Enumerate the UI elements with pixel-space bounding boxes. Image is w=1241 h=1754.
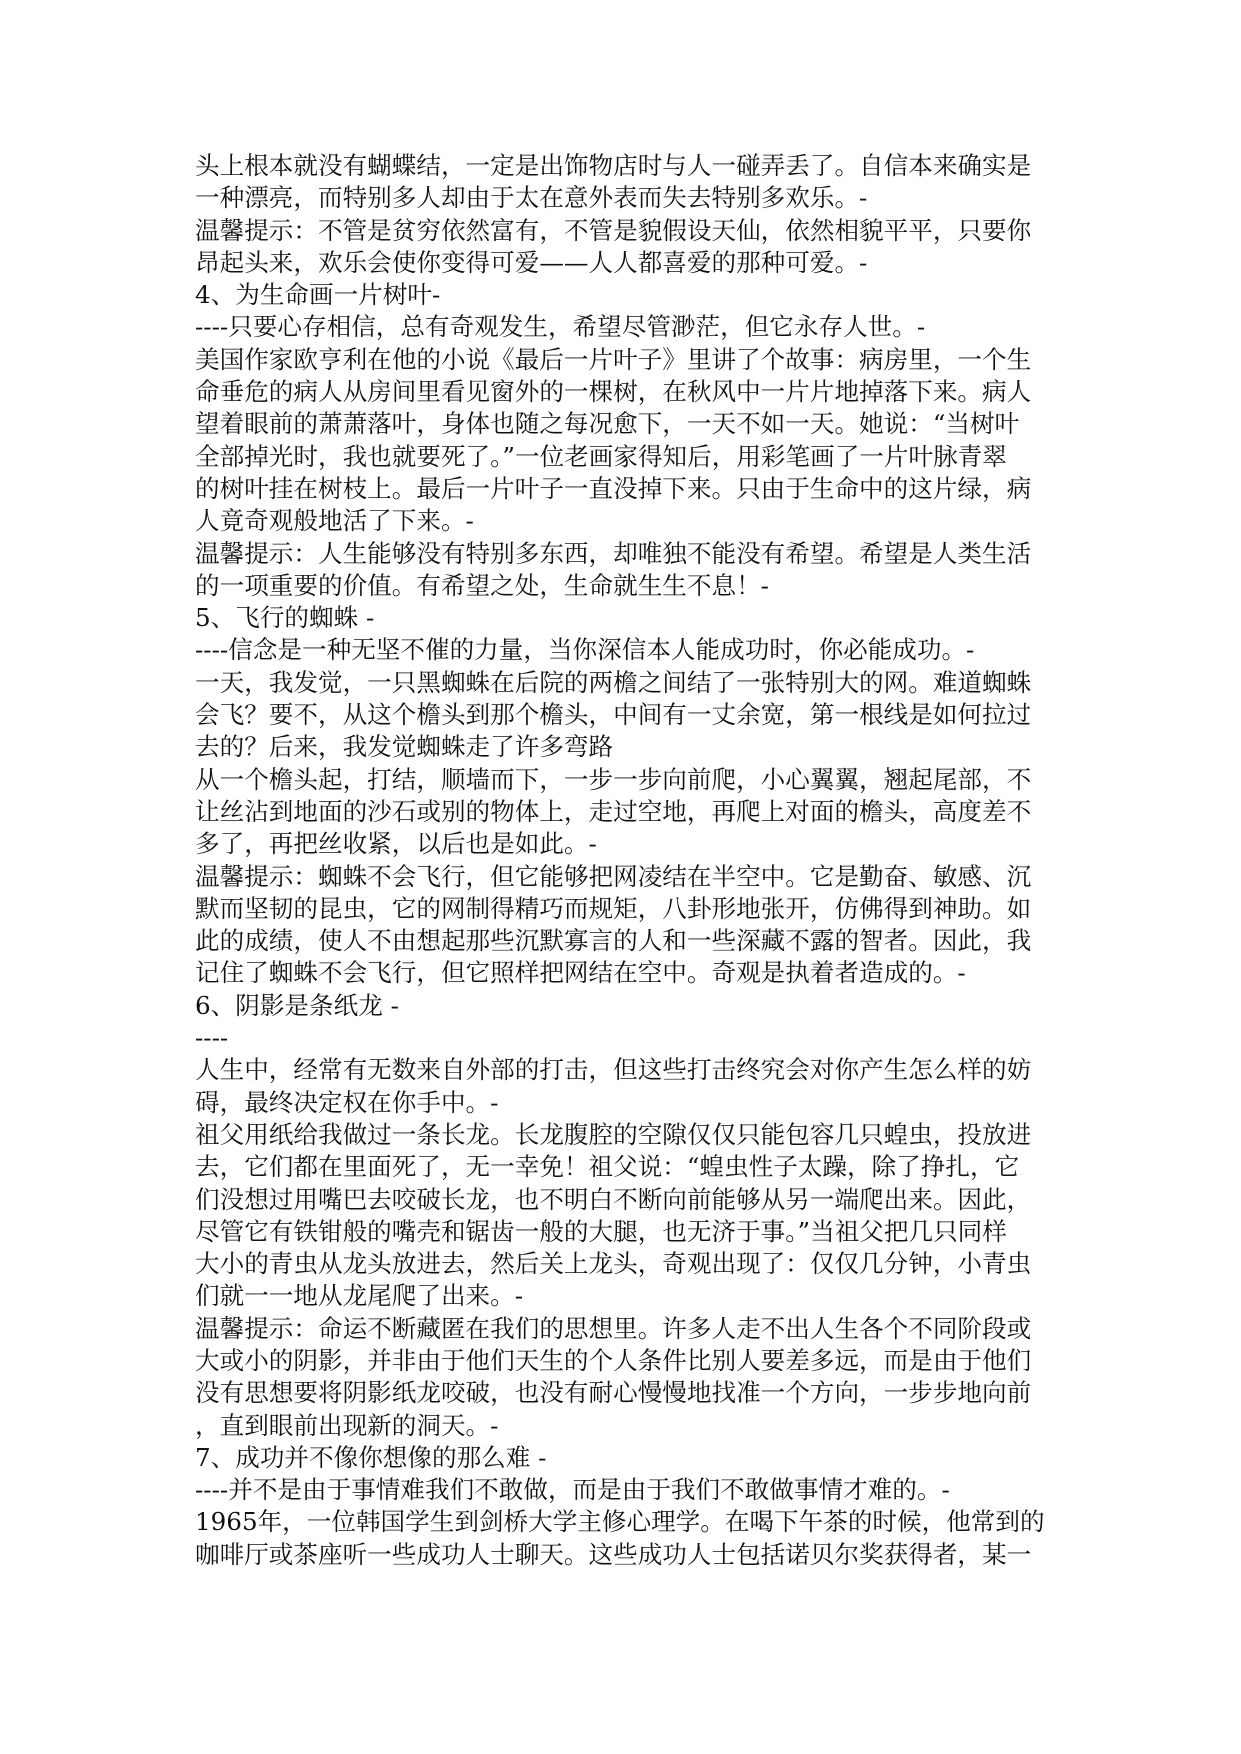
- text-line: 们没想过用嘴巴去咬破长龙，也不明白不断向前能够从另一端爬出来。因此，: [195, 1184, 1032, 1214]
- text-line: 7、成功并不像你想像的那么难 -: [195, 1442, 547, 1472]
- text-line: 从一个檐头起，打结，顺墙而下，一步一步向前爬，小心翼翼，翘起尾部，不: [195, 764, 1032, 794]
- text-line: 温馨提示：命运不断藏匿在我们的思想里。许多人走不出人生各个不同阶段或: [195, 1313, 1032, 1343]
- text-line: 去的？后来，我发觉蜘蛛走了许多弯路: [195, 732, 614, 762]
- text-line: 去，它们都在里面死了，无一幸免！祖父说：“蝗虫性子太躁，除了挣扎，它: [195, 1152, 1020, 1182]
- text-line: 昂起头来，欢乐会使你变得可爱——人人都喜爱的那种可爱。-: [195, 247, 868, 277]
- text-line: 尽管它有铁钳般的嘴壳和锯齿一般的大腿，也无济于事。”当祖父把几只同样: [195, 1216, 1007, 1246]
- text-line: ，直到眼前出现新的洞天。-: [195, 1410, 499, 1440]
- text-line: 温馨提示：不管是贫穷依然富有，不管是貌假设天仙，依然相貌平平，只要你: [195, 215, 1032, 245]
- text-line: 多了，再把丝收紧，以后也是如此。-: [195, 829, 597, 859]
- text-line: 4、为生命画一片树叶-: [195, 280, 441, 310]
- text-line: ----只要心存相信，总有奇观发生，希望尽管渺茫，但它永存人世。-: [195, 312, 926, 342]
- text-line: 祖父用纸给我做过一条长龙。长龙腹腔的空隙仅仅只能包容几只蝗虫，投放进: [195, 1119, 1032, 1149]
- text-line: 默而坚韧的昆虫，它的网制得精巧而规矩，八卦形地张开，仿佛得到神助。如: [195, 893, 1032, 923]
- text-line: 人竟奇观般地活了下来。-: [195, 506, 474, 536]
- text-line: 全部掉光时，我也就要死了。”一位老画家得知后，用彩笔画了一片叶脉青翠: [195, 441, 1007, 471]
- text-line: 的一项重要的价值。有希望之处，生命就生生不息！-: [195, 570, 769, 600]
- text-line: 此的成绩，使人不由想起那些沉默寡言的人和一些深藏不露的智者。因此，我: [195, 926, 1032, 956]
- text-line: ----信念是一种无坚不催的力量，当你深信本人能成功时，你必能成功。-: [195, 635, 975, 665]
- text-line: 命垂危的病人从房间里看见窗外的一棵树，在秋风中一片片地掉落下来。病人: [195, 377, 1032, 407]
- text-line: 温馨提示：人生能够没有特别多东西，却唯独不能没有希望。希望是人类生活: [195, 538, 1032, 568]
- text-line: 的树叶挂在树枝上。最后一片叶子一直没掉下来。只由于生命中的这片绿，病: [195, 473, 1032, 503]
- text-line: 记住了蜘蛛不会飞行，但它照样把网结在空中。奇观是执着者造成的。-: [195, 958, 966, 988]
- text-line: 头上根本就没有蝴蝶结，一定是出饰物店时与人一碰弄丢了。自信本来确实是: [195, 151, 1032, 180]
- text-line: 让丝沾到地面的沙石或别的物体上，走过空地，再爬上对面的檐头，高度差不: [195, 796, 1032, 826]
- text-line: 会飞？要不，从这个檐头到那个檐头，中间有一丈余宽，第一根线是如何拉过: [195, 700, 1032, 730]
- text-line: ----: [195, 1023, 229, 1053]
- text-line: 大小的青虫从龙头放进去，然后关上龙头，奇观出现了：仅仅几分钟，小青虫: [195, 1249, 1032, 1279]
- text-line: 没有思想要将阴影纸龙咬破，也没有耐心慢慢地找准一个方向，一步步地向前: [195, 1378, 1032, 1408]
- text-line: 们就一一地从龙尾爬了出来。-: [195, 1281, 524, 1311]
- text-line: 望着眼前的萧萧落叶，身体也随之每况愈下，一天不如一天。她说：“当树叶: [195, 409, 1020, 439]
- text-line: ----并不是由于事情难我们不敢做，而是由于我们不敢做事情才难的。-: [195, 1475, 950, 1505]
- text-line: 6、阴影是条纸龙 -: [195, 990, 399, 1020]
- text-line: 美国作家欧亨利在他的小说《最后一片叶子》里讲了个故事：病房里，一个生: [195, 344, 1032, 374]
- text-line: 5、飞行的蜘蛛 -: [195, 603, 375, 633]
- text-line: 碍，最终决定权在你手中。-: [195, 1087, 499, 1117]
- document-body: [195, 150, 1051, 1571]
- text-line: 大或小的阴影，并非由于他们天生的个人条件比别人要差多远，而是由于他们: [195, 1345, 1032, 1375]
- text-line: 人生中，经常有无数来自外部的打击，但这些打击终究会对你产生怎么样的妨: [195, 1055, 1032, 1085]
- text-line: 咖啡厅或茶座听一些成功人士聊天。这些成功人士包括诺贝尔奖获得者，某一: [195, 1539, 1032, 1569]
- text-line: 一天，我发觉，一只黑蜘蛛在后院的两檐之间结了一张特别大的网。难道蜘蛛: [195, 667, 1032, 697]
- text-line: 一种漂亮，而特别多人却由于太在意外表而失去特别多欢乐。-: [195, 183, 868, 213]
- text-line: 1965年，一位韩国学生到剑桥大学主修心理学。在喝下午茶的时候，他常到的: [195, 1507, 1045, 1537]
- text-line: 温馨提示：蜘蛛不会飞行，但它能够把网凌结在半空中。它是勤奋、敏感、沉: [195, 861, 1032, 891]
